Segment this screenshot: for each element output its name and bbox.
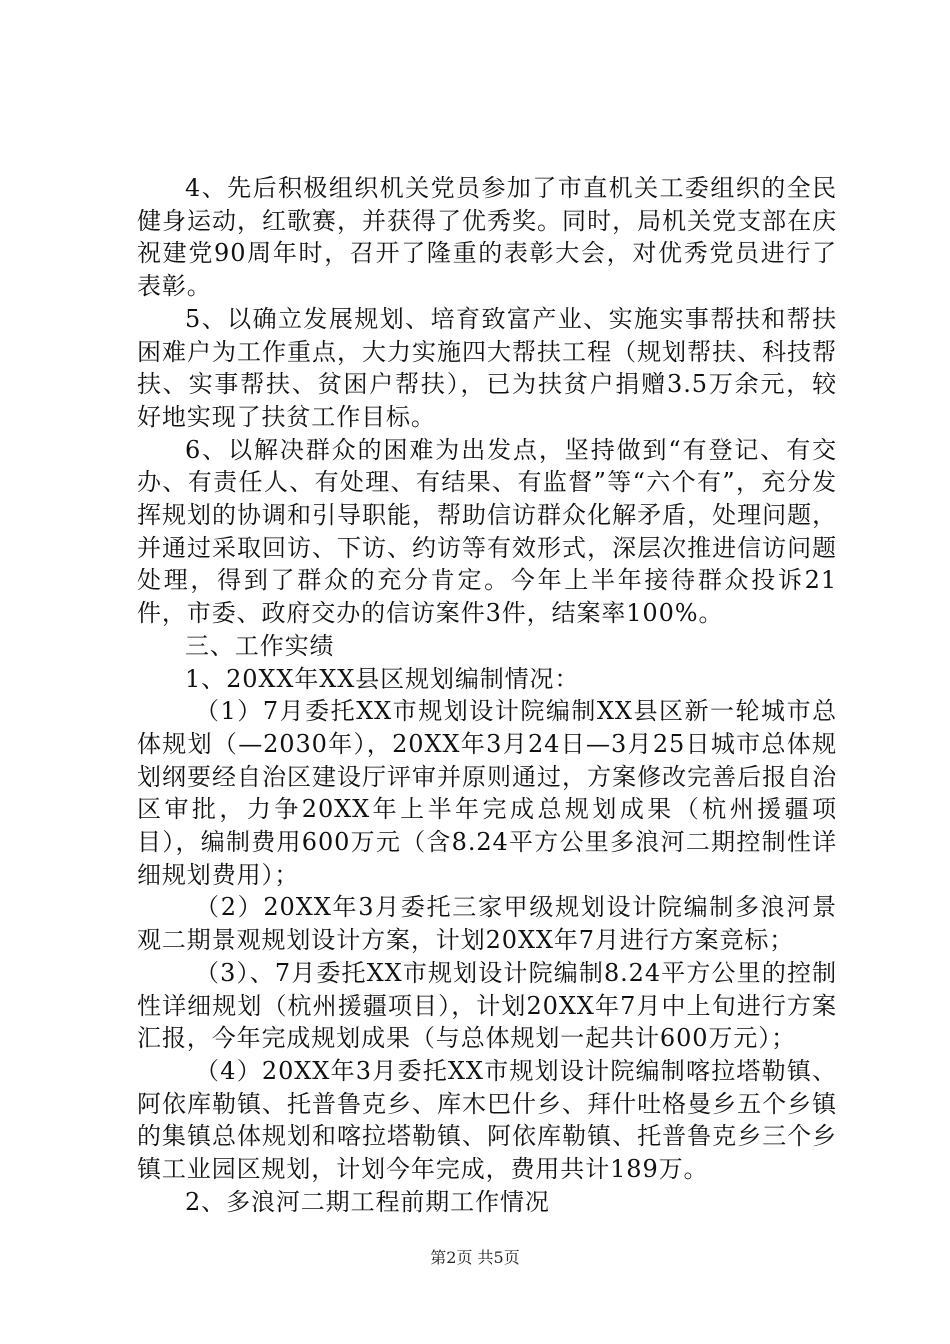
paragraph-sub-4: （4）20XX年3月委托XX市规划设计院编制喀拉塔勒镇、阿依库勒镇、托普鲁克乡、库木巴什乡、拜什吐格曼乡五个乡镇的集镇总体规划和喀拉塔勒镇、阿依库勒镇、托普鲁克乡三个乡镇工业园区规划，计划今年完成，费用共计189万。 bbox=[137, 1056, 837, 1184]
subsection-heading-duolang-river: 2、多浪河二期工程前期工作情况 bbox=[185, 1187, 550, 1216]
paragraph-sub-3: （3）、7月委托XX市规划设计院编制8.24平方公里的控制性详细规划（杭州援疆项目），计划20XX年7月中上旬进行方案汇报，今年完成规划成果（与总体规划一起共计600万元）； bbox=[137, 958, 837, 1053]
page-number-label: 第2页 共5页 bbox=[430, 1248, 520, 1267]
document-body bbox=[137, 172, 837, 1219]
paragraph-item-4: 4、先后积极组织机关党员参加了市直机关工委组织的全民健身运动，红歌赛，并获得了优秀奖。同时，局机关党支部在庆祝建党90周年时，召开了隆重的表彰大会，对优秀党员进行了表彰。 bbox=[137, 174, 837, 301]
page-footer bbox=[0, 1248, 950, 1268]
paragraph-item-6: 6、以解决群众的困难为出发点，坚持做到“有登记、有交办、有责任人、有处理、有结果、有监督”等“六个有”，充分发挥规划的协调和引导职能，帮助信访群众化解矛盾，处理问题，并通过采取回访、下访、约访等有效形式，深层次推进信访问题处理，得到了群众的充分肯定。今年上半年接待群众投诉21件，市委、政府交办的信访案件3件，结案率100%。 bbox=[137, 435, 837, 628]
subsection-heading-planning: 1、20XX年XX县区规划编制情况： bbox=[185, 664, 580, 693]
section-heading-work-results: 三、工作实绩 bbox=[185, 631, 335, 660]
paragraph-sub-2: （2）20XX年3月委托三家甲级规划设计院编制多浪河景观二期景观规划设计方案，计划20XX年7月进行方案竞标； bbox=[137, 893, 837, 955]
paragraph-item-5: 5、以确立发展规划、培育致富产业、实施实事帮扶和帮扶困难户为工作重点，大力实施四大帮扶工程（规划帮扶、科技帮扶、实事帮扶、贫困户帮扶），已为扶贫户捐赠3.5万余元，较好地实现了扶贫工作目标。 bbox=[137, 304, 837, 431]
paragraph-sub-1: （1）7月委托XX市规划设计院编制XX县区新一轮城市总体规划（—2030年），20XX年3月24日—3月25日城市总体规划纲要经自治区建设厅评审并原则通过，方案修改完善后报自治区审批，力争20XX年上半年完成总规划成果（杭州援疆项目），编制费用600万元（含8.24平方公里多浪河二期控制性详细规划费用）； bbox=[137, 697, 837, 889]
